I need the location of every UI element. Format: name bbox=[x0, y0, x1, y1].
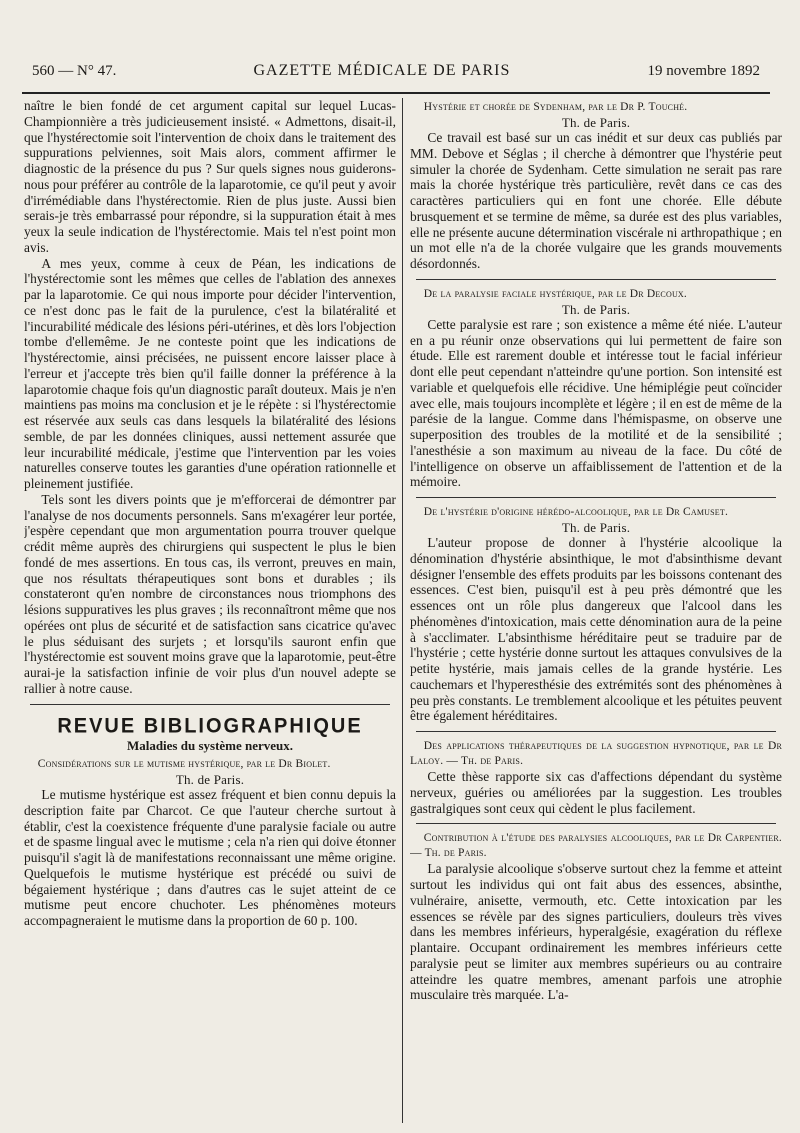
paragraph: Tels sont les divers points que je m'efforcerai de démontrer par l'analyse de nos documents personnels. Sans m'exagérer leur portée, j'espère cependant que mon argumentation pourra trouver quelque crédit même auprès des chirurgiens qui suspectent le plus le bien fondé de mes assertions. En tous cas, ils verront, preuves en main, que nos résultats thérapeutiques sont bons et durables ; ils constateront qu'en nombre de circonstances nous triomphons des lésions suppuratives les plus graves ; ils reconnaîtront même que nos opérées ont plus de sécurité et de satisfaction sans cicatrice qu'avec le plus séduisant des surjets ; et lorsqu'ils sauront enfin que l'hystérectomie est souvent moins grave que la laparotomie, peut-être aurai-je la satisfaction infinie de voir plus d'un nouvel adepte se rallier à notre cause. bbox=[24, 491, 396, 696]
article-body: La paralysie alcoolique s'observe surtout chez la femme et atteint surtout les individus qui ont fait abus des essences, absinthe, vulnéraire, anisette, vermouth, etc. Cette intoxication par les essences se révèle par des signes particuliers, douleurs très vives dans les membres inférieurs, hyperalgésie, exagération du réflexe plantaire. Occupant ordinairement les membres inférieurs cette paralysie peut se limiter aux membres supérieurs ou au contraire atteindre les quatre membres, amenant parfois une atrophie musculaire très marquée. L'a- bbox=[410, 861, 782, 1003]
article-source: Th. de Paris. bbox=[561, 520, 631, 535]
paragraph: naître le bien fondé de cet argument capital sur lequel Lucas-Championnière a très judicieusement insisté. « Admettons, disait-il, que l'hystérectomie soit l'intervention de choix dans le traitement des suppurations pelviennes, soit Mais alors, comment affirmer le diagnostic de la présence du pus ? Sur quels signes nous guiderons-nous pour préférer au contrôle de la laparotomie, ce qu'il peut y avoir d'irrémédiable dans l'hystérectomie. Rien de plus juste. Aussi bien serais-je très embarrassé pour répondre, si la suppuration était à mes yeux la seule indication de l'hystérectomie. Mais tel n'est point mon avis. bbox=[24, 98, 396, 255]
article-heading bbox=[24, 757, 396, 787]
section-divider bbox=[30, 704, 390, 705]
section-title: REVUE BIBLIOGRAPHIQUE bbox=[57, 713, 363, 738]
left-column bbox=[24, 98, 396, 1125]
issue-date: 19 novembre 1892 bbox=[647, 63, 760, 79]
article-divider bbox=[416, 823, 776, 824]
article-source: Th. de Paris. bbox=[175, 772, 245, 787]
column-divider bbox=[402, 98, 403, 1123]
article-body: Cette paralysie est rare ; son existence a même été niée. L'auteur en a pu réunir onze observations qui lui permettent de faire son étude. Elle est rarement double et intéresse tout le facial inférieur dont elle peut cependant n'atteindre qu'une portion. Son intensité est variable et quelquefois elle récidive. Une hémiplégie peut coïncider avec elle, mais toujours incomplète et légère ; il en est de même de la parésie de la langue. Comme dans l'hémispasme, on observe une superposition des troubles de la motilité et de la sensibilité ; l'anesthésie a son maximum au niveau de la face. Du côté de l'intelligence on observe un affaiblissement de l'attention et de la mémoire. bbox=[410, 316, 782, 490]
article-source: Th. de Paris. bbox=[561, 115, 631, 130]
article-heading bbox=[410, 831, 782, 861]
article-divider bbox=[416, 497, 776, 498]
article-body: L'auteur propose de donner à l'hystérie alcoolique la dénomination d'hystérie absinthique, le mot d'absinthisme devant désigner l'ensemble des effets produits par les boissons contenant des essences. C'est bien, puisqu'il est à peu près démontré que les essences ont un rôle plus dangereux que l'alcool dans les phénomènes d'intoxication, mais cette dénomination aura de la peine à s'acclimater. L'absinthisme héréditaire peut se traduire par de l'hystérie ; cette hystérie donne surtout les attaques convulsives de la petite hystérie, mais jamais celles de la grande hystérie. Les cauchemars et l'hyperesthésie des extrémités sont des phénomènes à peu près constants. Le tremblement alcoolique et les pétuites peuvent être également héréditaires. bbox=[410, 535, 782, 724]
article-title: Contribution à l'étude des paralysies alcooliques, par le Dr Carpentier. — Th. de Paris. bbox=[410, 832, 782, 860]
article-title: De l'hystérie d'origine hérédo-alcoolique, par le Dr Camuset. bbox=[423, 506, 729, 518]
article-title: Hystérie et chorée de Sydenham, par le Dr P. Touché. bbox=[423, 101, 688, 113]
header-rule bbox=[22, 92, 770, 94]
article-heading bbox=[410, 739, 782, 769]
article-heading bbox=[410, 505, 782, 535]
article-body: Ce travail est basé sur un cas inédit et sur deux cas publiés par MM. Debove et Séglas ; il cherche à démontrer que l'hystérie peut simuler la chorée de Sydenham. Cette simulation ne serait pas rare mais la chorée hystérique très particulière, revêt dans ce cas des caractères particuliers qui en font une chorée. Elle débute brusquement et se termine de même, sa durée est des plus variables, elle ne présente aucune détermination viscérale ni arthropathique ; en un mot elle n'a de la chorée vulgaire que les grands mouvements désordonnés. bbox=[410, 130, 782, 271]
article-body: Cette thèse rapporte six cas d'affections dépendant du système nerveux, guéries ou améliorées par la suggestion. Les troubles gastralgiques sont ceux qui cèdent le plus facilement. bbox=[410, 769, 782, 816]
section-subtitle: Maladies du système nerveux. bbox=[126, 738, 294, 754]
article-divider bbox=[416, 731, 776, 732]
article-source: Th. de Paris. bbox=[561, 301, 631, 317]
article-title: Des applications thérapeutiques de la suggestion hypnotique, par le Dr Laloy. — Th. de Paris. bbox=[410, 740, 782, 767]
right-column bbox=[410, 98, 782, 1125]
page-number: 560 — N° 47. bbox=[32, 63, 117, 79]
journal-title: GAZETTE MÉDICALE DE PARIS bbox=[253, 62, 511, 79]
article-heading bbox=[410, 287, 782, 317]
paragraph: A mes yeux, comme à ceux de Péan, les indications de l'hystérectomie sont les mêmes que celles de l'ablation des annexes par la laparotomie. Ce qui nous importe pour décider l'intervention, ce n'est donc pas le fait de la purulence, c'est la bilatéralité et l'incurabilité médicale des lésions péri-utérines, et dès lors l'objection tombe d'ellemême. Je ne conteste point que les indications de l'hystérectomie, ainsi précisées, ne puissent encore laisser place à l'erreur et j'accepte très bien qu'il faille donner la préférence à la laparotomie chaque fois qu'un diagnostic paraît douteux. Mais je n'en maintiens pas moins ma conclusion et je le répète : si l'hystérectomie est réservée aux seuls cas dans lesquels la bilatéralité des lésions semble, de par les données cliniques, aussi nettement assurée que leur incurabilité médicale, j'estime que l'intervention par les voies naturelles conserve toutes les garanties d'une opération rationnelle et pleinement justifiée. bbox=[24, 255, 396, 491]
article-heading bbox=[410, 100, 782, 130]
page-header bbox=[32, 62, 760, 88]
article-divider bbox=[416, 279, 776, 280]
article-title: Considérations sur le mutisme hystérique, par le Dr Biolet. bbox=[37, 758, 331, 770]
article-body: Le mutisme hystérique est assez fréquent et bien connu depuis la description faite par Charcot. Ce que l'auteur cherche surtout à établir, c'est la coexistence fréquente d'une paralysie faciale ou autre et de spasme lingual avec le mutisme ; cela n'a rien qui doive étonner puisqu'il s'agit là de manifestations reconnaissant une même origine. Quelquefois le mutisme hystérique est précédé ou suivi de bégaiement hystérique ; dans d'autres cas le sujet atteint de ce mutisme peut encore chuchoter. Les phénomènes moteurs accompagneraient le mutisme dans la proportion de 60 p. 100. bbox=[24, 787, 396, 928]
article-title: De la paralysie faciale hystérique, par le Dr Decoux. bbox=[423, 287, 687, 300]
